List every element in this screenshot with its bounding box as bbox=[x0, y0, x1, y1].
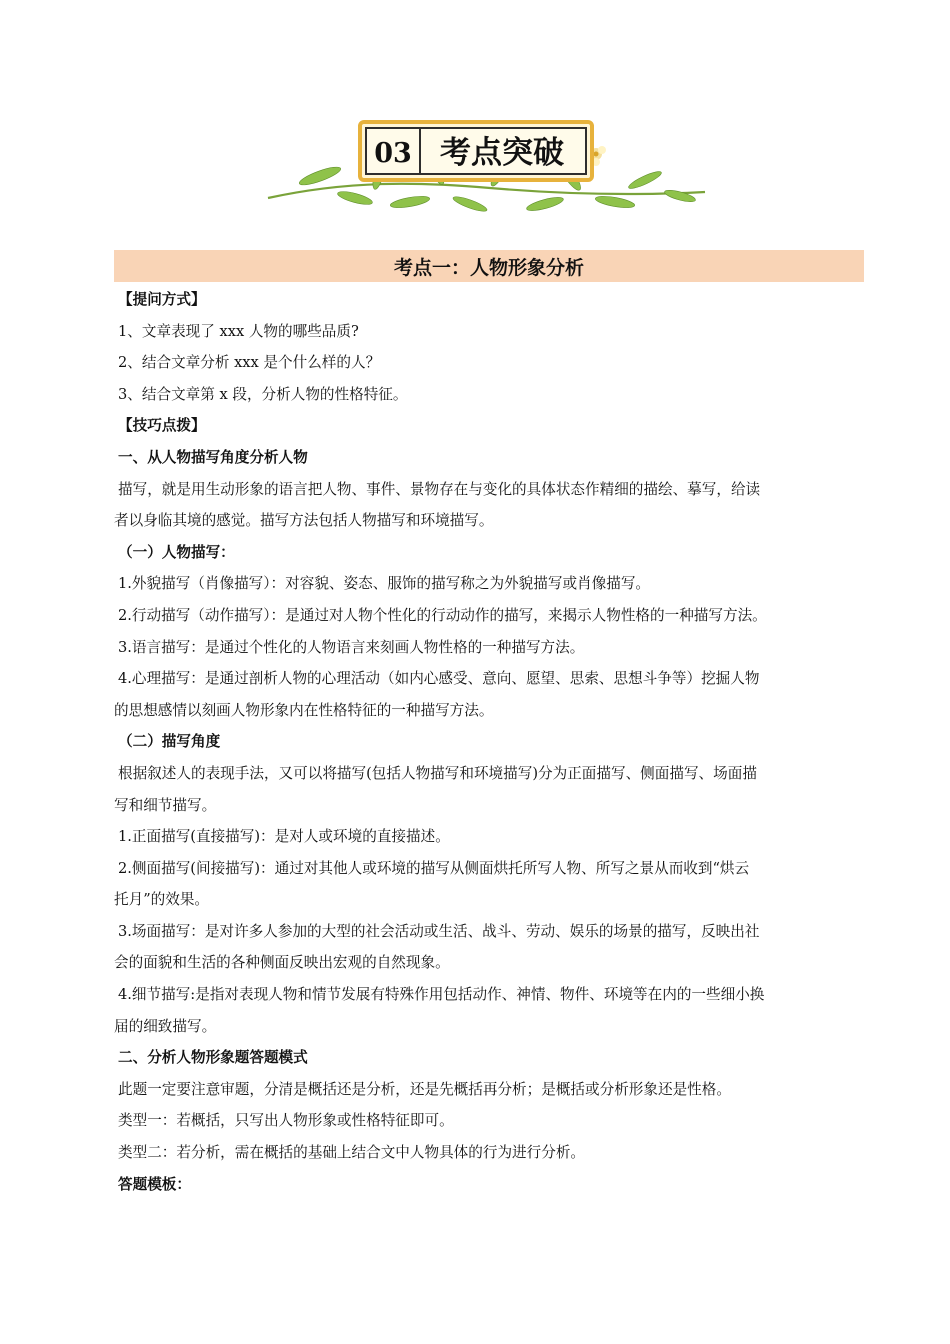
question-1: 1、文章表现了 xxx 人物的哪些品质? bbox=[118, 322, 359, 340]
angle-2-line-2: 托月”的效果。 bbox=[114, 891, 210, 909]
subheading-2: （二）描写角度 bbox=[118, 733, 221, 751]
angle-2-line-1: 2.侧面描写(间接描写)：通过对其他人或环境的描写从侧面烘托所写人物、所写之景从而收到“烘云 bbox=[118, 859, 750, 877]
angle-3-line-2: 会的面貌和生活的各种侧面反映出宏观的自然现象。 bbox=[114, 954, 450, 972]
question-3: 3、结合文章第 x 段，分析人物的性格特征。 bbox=[118, 385, 408, 403]
paragraph-3: 此题一定要注意审题，分清是概括还是分析，还是先概括再分析；是概括或分析形象还是性格。 bbox=[118, 1080, 731, 1098]
heading-1: 一、从人物描写角度分析人物 bbox=[118, 448, 308, 466]
paragraph-2-line-1: 根据叙述人的表现手法，又可以将描写(包括人物描写和环境描写)分为正面描写、侧面描写、场面描 bbox=[118, 764, 757, 782]
description-1: 1.外貌描写（肖像描写）：对容貌、姿态、服饰的描写称之为外貌描写或肖像描写。 bbox=[118, 575, 651, 593]
paragraph-1-line-1: 描写，就是用生动形象的语言把人物、事件、景物存在与变化的具体状态作精细的描绘、摹写，给读 bbox=[118, 480, 761, 498]
angle-4-line-1: 4.细节描写:是指对表现人物和情节发展有特殊作用包括动作、神情、物件、环境等在内的一些细小换 bbox=[118, 986, 765, 1004]
description-4-line-1: 4.心理描写：是通过剖析人物的心理活动（如内心感受、意向、愿望、思索、思想斗争等）挖掘人物 bbox=[118, 670, 760, 688]
description-3: 3.语言描写：是通过个性化的人物语言来刻画人物性格的一种描写方法。 bbox=[118, 638, 585, 656]
heading-ask: 【提问方式】 bbox=[118, 291, 206, 308]
paragraph-1-line-2: 者以身临其境的感觉。描写方法包括人物描写和环境描写。 bbox=[114, 512, 494, 530]
paragraph-2-line-2: 写和细节描写。 bbox=[114, 796, 217, 814]
angle-1: 1.正面描写(直接描写)：是对人或环境的直接描述。 bbox=[118, 828, 450, 846]
heading-2: 二、分析人物形象题答题模式 bbox=[118, 1049, 308, 1067]
type-1: 类型一：若概括，只写出人物形象或性格特征即可。 bbox=[118, 1112, 454, 1130]
heading-tips: 【技巧点拨】 bbox=[118, 417, 206, 435]
banner bbox=[260, 110, 710, 220]
template-label: 答题模板： bbox=[118, 1175, 191, 1193]
description-4-line-2: 的思想感情以刻画人物形象内在性格特征的一种描写方法。 bbox=[114, 701, 494, 719]
description-2: 2.行动描写（动作描写）：是通过对人物个性化的行动动作的描写，来揭示人物性格的一种描写方法。 bbox=[118, 606, 767, 624]
document-body bbox=[114, 284, 866, 1200]
banner-graphic bbox=[260, 110, 710, 220]
section-title: 考点一：人物形象分析 bbox=[393, 256, 584, 279]
angle-3-line-1: 3.场面描写：是对许多人参加的大型的社会活动或生活、战斗、劳动、娱乐的场景的描写，反映出社 bbox=[118, 922, 760, 940]
banner-number: 03 bbox=[374, 138, 412, 169]
angle-4-line-2: 届的细致描写。 bbox=[114, 1017, 217, 1035]
section-header bbox=[114, 250, 864, 282]
type-2: 类型二：若分析，需在概括的基础上结合文中人物具体的行为进行分析。 bbox=[118, 1144, 586, 1162]
banner-title: 考点突破 bbox=[440, 135, 564, 171]
subheading-1: （一）人物描写： bbox=[118, 543, 235, 561]
question-2: 2、结合文章分析 xxx 是个什么样的人？ bbox=[118, 354, 381, 372]
